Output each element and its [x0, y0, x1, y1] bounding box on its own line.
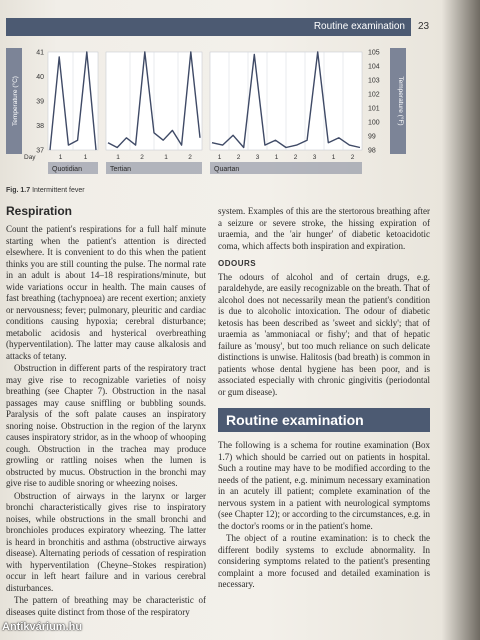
- y-tick-label-right: 100: [368, 119, 380, 127]
- y-tick-label: 41: [36, 49, 44, 57]
- day-tick-label: 2: [140, 154, 144, 161]
- day-tick-label: 1: [83, 154, 88, 161]
- day-tick-label: 1: [116, 154, 120, 161]
- respiration-paragraph: Obstruction of airways in the larynx or larger bronchi characteristically gives rise to inspiratory noises, while obstructions in the small bronchi and bronchioles produces expiratory wheezing. The latter is heard in bronchitis and asthma (obstructive airways disease). Alternating periods of cessation of respiration with hyperventilation (Cheyne–Stokes respiration) occur in left heart failure and in various cerebral disturbances.: [6, 490, 206, 593]
- y-tick-label-right: 102: [368, 91, 380, 99]
- y-tick-label-right: 104: [368, 63, 380, 71]
- respiration-heading: Respiration: [6, 204, 73, 218]
- y-tick-label: 40: [36, 74, 44, 81]
- figure-caption-text: Intermittent fever: [32, 187, 85, 194]
- fever-chart: [6, 44, 406, 184]
- y-tick-label: 37: [36, 147, 44, 155]
- breathing-pattern-paragraph: system. Examples of this are the stertorous breathing after a seizure or severe stroke, the hissing expiration of uraemia, and the 'air hunger' of diabetic ketoacidotic coma, which affects both inspiration and expiration.: [218, 206, 430, 251]
- routine-examination-heading: Routine examination: [218, 408, 430, 432]
- day-axis-label: Day: [24, 154, 36, 161]
- figure-caption: [6, 184, 306, 198]
- day-tick-label: 1: [58, 154, 63, 161]
- y-tick-label: 39: [36, 98, 44, 106]
- day-tick-label: 3: [255, 154, 260, 161]
- respiration-paragraph: Obstruction in different parts of the respiratory tract may give rise to recognizable varieties of noisy breathing (see Chapter 7). Obstruction in the nasal passages may cause sniffling or bubbling sounds. Paralysis of the soft palate causes an inspiratory snoring noise. Obstruction in the region of the larynx causes inspiratory stridor, as in the whoop of whooping cough. Obstruction in the trachea may produce growling or rattling noises when the lumen is obstructed by mucus. Obstruction in the bronchi may give rise to audible snoring or wheezing noises.: [6, 363, 206, 488]
- figure-caption-label: Fig. 1.7: [6, 187, 31, 194]
- right-axis-label: Temperature (°F): [397, 76, 404, 126]
- day-tick-label: 2: [236, 154, 241, 161]
- day-tick-label: 1: [164, 154, 168, 161]
- day-tick-label: 2: [293, 154, 298, 161]
- y-tick-label-right: 101: [368, 105, 380, 113]
- y-tick-label-right: 105: [368, 49, 380, 57]
- y-tick-label-right: 103: [368, 77, 380, 85]
- day-tick-label: 2: [188, 154, 192, 161]
- right-column: [218, 206, 430, 626]
- odours-paragraph: The odours of alcohol and of certain drugs, e.g. paraldehyde, are easily recognizable on the breath. That of alcohol does not necessarily mean the patient's condition is due to alcoholic intoxication. The odour of diabetic ketosis has been described as 'sweet and sickly'; that of uraemia as 'ammoniacal or fishy'; and that of hepatic failure as 'mousy', but too much reliance on such delicate distinctions is unwise. Halitosis (bad breath) is common in patients whose dental hygiene has been poor, and is associated especially with chronic gingivitis (periodontal or gum disease).: [218, 271, 430, 397]
- left-axis-label: Temperature (°C): [12, 76, 19, 126]
- panel-label: Quartan: [214, 166, 240, 173]
- left-column: [6, 204, 206, 624]
- day-tick-label: 3: [312, 154, 317, 161]
- routine-paragraph: The object of a routine examination: is to check the different bodily systems to exclude abnormality. In considering symptoms related to the patient's presenting complaint a more focused and detailed examination is necessary.: [218, 533, 430, 589]
- y-tick-label-right: 99: [368, 133, 376, 141]
- day-tick-label: 1: [274, 154, 279, 161]
- page-number: 23: [418, 21, 430, 32]
- day-tick-label: 2: [350, 154, 355, 161]
- panel-label: Tertian: [110, 166, 132, 173]
- running-header: [6, 18, 411, 36]
- odours-heading: ODOURS: [218, 259, 257, 268]
- panel-label: Quotidian: [52, 166, 82, 173]
- watermark: Antikvárium.hu: [2, 621, 83, 633]
- y-tick-label: 38: [36, 123, 44, 130]
- routine-paragraph: The following is a schema for routine examination (Box 1.7) which should be carried out on patients in hospital. Such a routine may have to be modified according to the needs of the patient, e.g. minimum necessary examination in an acutely ill patient; complete examination of the nervous system in a patient with neurological symptoms (see Chapter 12); or according to the circumstances, e.g. in the doctor's rooms or in the patient's home.: [218, 440, 430, 531]
- respiration-paragraph: Count the patient's respirations for a full half minute starting when the patient's attention is directed elsewhere. It is convenient to do this when the patient thinks you are still counting the pulse. The normal rate in an adult is about 14–18 respirations/minute, but wide variations occur in health. The main causes of fast breathing (tachypnoea) are recent exertion; anxiety or nervousness; fever; pulmonary, pleuritic and cardiac conditions causing hypoxia; cerebral disturbance; metabolic acidosis and hysterical overbreathing (hyperventilation). The latter may cause alkalosis and attacks of tetany.: [6, 224, 206, 361]
- respiration-paragraph: The pattern of breathing may be characteristic of diseases quite distinct from those of the respiratory: [6, 595, 206, 617]
- running-header-title: Routine examination: [313, 21, 405, 32]
- fever-chart-figure: [6, 44, 406, 184]
- y-tick-label-right: 98: [368, 147, 376, 155]
- day-tick-label: 1: [331, 154, 336, 161]
- day-tick-label: 1: [217, 154, 222, 161]
